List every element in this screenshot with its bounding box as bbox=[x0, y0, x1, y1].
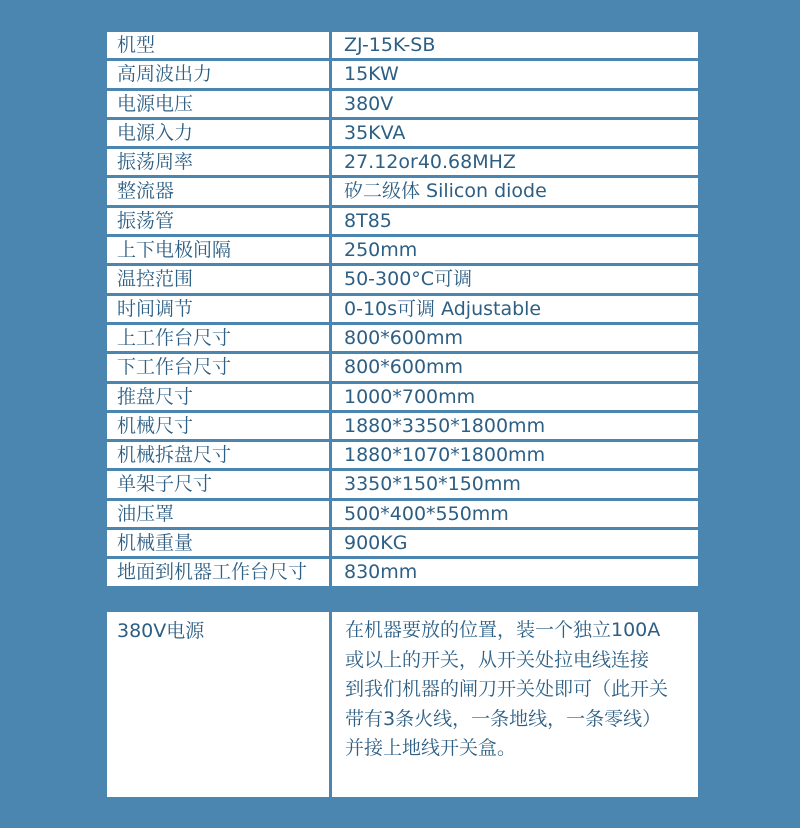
spec-row bbox=[107, 178, 698, 207]
spec-label: 上下电极间隔 bbox=[107, 237, 329, 263]
spec-row bbox=[107, 471, 698, 500]
spec-label: 机械尺寸 bbox=[107, 413, 329, 439]
spec-row bbox=[107, 384, 698, 413]
spec-label: 机型 bbox=[107, 32, 329, 58]
spec-value: 35KVA bbox=[332, 120, 698, 146]
spec-row bbox=[107, 530, 698, 559]
spec-value: 1880*3350*1800mm bbox=[332, 413, 698, 439]
spec-value: 800*600mm bbox=[332, 354, 698, 380]
spec-table bbox=[107, 32, 698, 589]
spec-value: 900KG bbox=[332, 530, 698, 556]
spec-row bbox=[107, 325, 698, 354]
spec-value: 27.12or40.68MHZ bbox=[332, 149, 698, 175]
spec-value: ZJ-15K-SB bbox=[332, 32, 698, 58]
power-note-box bbox=[107, 612, 698, 797]
spec-value: 8T85 bbox=[332, 208, 698, 234]
spec-label: 电源电压 bbox=[107, 91, 329, 117]
spec-value: 3350*150*150mm bbox=[332, 471, 698, 497]
spec-row bbox=[107, 296, 698, 325]
spec-label: 机械拆盘尺寸 bbox=[107, 442, 329, 468]
spec-row bbox=[107, 91, 698, 120]
spec-value: 250mm bbox=[332, 237, 698, 263]
spec-value: 15KW bbox=[332, 61, 698, 87]
spec-label: 下工作台尺寸 bbox=[107, 354, 329, 380]
spec-label: 地面到机器工作台尺寸 bbox=[107, 559, 329, 585]
spec-row bbox=[107, 413, 698, 442]
spec-row bbox=[107, 237, 698, 266]
power-note-text bbox=[332, 612, 698, 797]
spec-row bbox=[107, 149, 698, 178]
spec-value: 800*600mm bbox=[332, 325, 698, 351]
spec-row bbox=[107, 442, 698, 471]
spec-row bbox=[107, 266, 698, 295]
spec-value: 1000*700mm bbox=[332, 384, 698, 410]
spec-row bbox=[107, 208, 698, 237]
note-line: 并接上地线开关盒。 bbox=[345, 737, 517, 759]
spec-label: 温控范围 bbox=[107, 266, 329, 292]
spec-label: 机械重量 bbox=[107, 530, 329, 556]
spec-row bbox=[107, 32, 698, 61]
note-line: 在机器要放的位置，装一个独立100A bbox=[345, 619, 661, 641]
spec-value: 380V bbox=[332, 91, 698, 117]
note-line: 或以上的开关，从开关处拉电线连接 bbox=[345, 648, 650, 671]
power-note-label: 380V电源 bbox=[107, 612, 329, 797]
spec-value: 50-300°C可调 bbox=[332, 266, 698, 292]
spec-label: 振荡管 bbox=[107, 208, 329, 234]
spec-label: 推盘尺寸 bbox=[107, 384, 329, 410]
note-line: 带有3条火线，一条地线，一条零线） bbox=[345, 707, 662, 730]
spec-row bbox=[107, 120, 698, 149]
spec-value: 0-10s可调 Adjustable bbox=[332, 296, 698, 322]
spec-label: 单架子尺寸 bbox=[107, 471, 329, 497]
spec-row bbox=[107, 61, 698, 90]
spec-row bbox=[107, 559, 698, 588]
spec-label: 油压罩 bbox=[107, 501, 329, 527]
spec-label: 时间调节 bbox=[107, 296, 329, 322]
spec-label: 振荡周率 bbox=[107, 149, 329, 175]
spec-label: 整流器 bbox=[107, 178, 329, 204]
spec-row bbox=[107, 354, 698, 383]
spec-label: 高周波出力 bbox=[107, 61, 329, 87]
spec-label: 电源入力 bbox=[107, 120, 329, 146]
spec-value: 1880*1070*1800mm bbox=[332, 442, 698, 468]
spec-label: 上工作台尺寸 bbox=[107, 325, 329, 351]
spec-value: 830mm bbox=[332, 559, 698, 585]
note-line: 到我们机器的闸刀开关处即可（此开关 bbox=[345, 678, 669, 700]
spec-row bbox=[107, 501, 698, 530]
spec-value: 矽二级体 Silicon diode bbox=[332, 178, 698, 204]
spec-value: 500*400*550mm bbox=[332, 501, 698, 527]
